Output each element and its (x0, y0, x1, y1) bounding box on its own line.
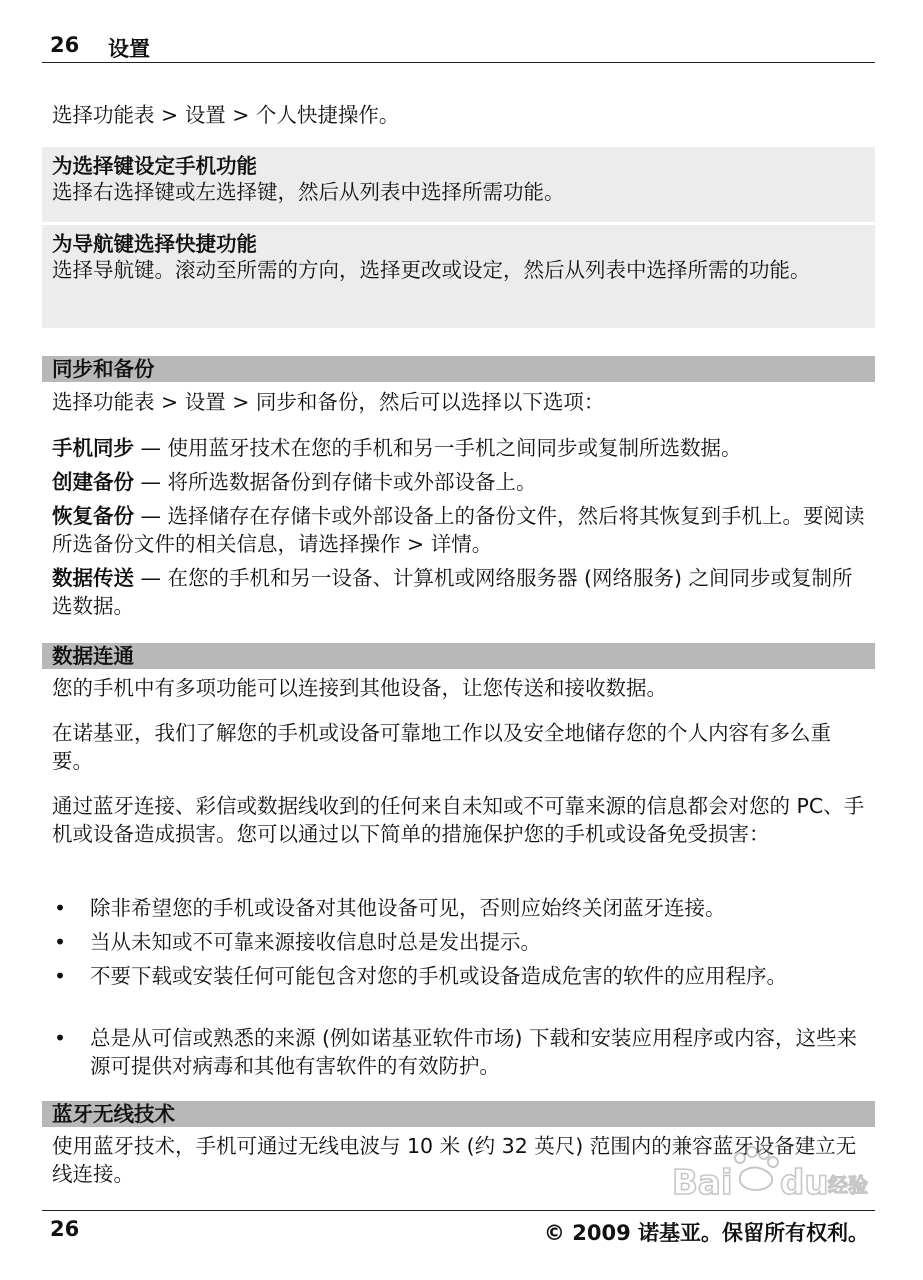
tip-box-selection-keys (42, 147, 875, 222)
section-title: 蓝牙无线技术 (52, 1102, 175, 1126)
section-bar-bluetooth (42, 1101, 875, 1127)
connectivity-paragraph: 您的手机中有多项功能可以连接到其他设备，让您传送和接收数据。 (52, 676, 667, 700)
connectivity-paragraph: 通过蓝牙连接、彩信或数据线收到的任何来自未知或不可靠来源的信息都会对您的 PC、手机或设备造成损害。您可以通过以下简单的措施保护您的手机或设备免受损害： (52, 794, 865, 846)
sync-intro: 选择功能表 > 设置 > 同步和备份，然后可以选择以下选项： (52, 390, 605, 414)
list-item-text: 除非希望您的手机或设备对其他设备可见，否则应始终关闭蓝牙连接。 (90, 896, 726, 920)
page-footer (42, 1210, 875, 1251)
path-intro: 选择功能表 > 设置 > 个人快捷操作。 (52, 103, 400, 127)
connectivity-paragraph: 在诺基亚，我们了解您的手机或设备可靠地工作以及安全地储存您的个人内容有多么重要。 (52, 721, 831, 773)
option-desc: — 在您的手机和另一设备、计算机或网络服务器 (网络服务) 之间同步或复制所选数据。 (52, 566, 853, 618)
sync-option (52, 434, 865, 462)
option-desc: — 使用蓝牙技术在您的手机和另一手机之间同步或复制所选数据。 (134, 436, 742, 460)
list-item-text: 不要下载或安装任何可能包含对您的手机或设备造成危害的软件的应用程序。 (90, 964, 787, 988)
list-item-text: 总是从可信或熟悉的来源 (例如诺基亚软件市场) 下载和安装应用程序或内容，这些来源可提供对病毒和其他有害软件的有效防护。 (90, 1026, 858, 1078)
sync-option (52, 468, 865, 496)
option-term: 手机同步 (52, 436, 134, 460)
bullet-icon: • (54, 930, 67, 954)
footer-page-number: 26 (50, 1217, 80, 1241)
tip-box-text: 选择导航键。滚动至所需的方向，选择更改或设定，然后从列表中选择所需的功能。 (52, 258, 811, 282)
svg-text:Bai: Bai (672, 1163, 733, 1203)
bullet-icon: • (54, 896, 67, 920)
list-item-text: 当从未知或不可靠来源接收信息时总是发出提示。 (90, 930, 541, 954)
section-title: 数据连通 (52, 644, 134, 668)
tip-box-heading: 为导航键选择快捷功能 (52, 232, 257, 256)
section-title: 同步和备份 (52, 357, 155, 381)
option-desc: — 选择储存在存储卡或外部设备上的备份文件，然后将其恢复到手机上。要阅读所选备份文件的相关信息，请选择操作 > 详情。 (52, 504, 865, 556)
tip-box-text: 选择右选择键或左选择键，然后从列表中选择所需功能。 (52, 180, 565, 204)
baidu-watermark-logo (668, 1142, 868, 1208)
option-term: 数据传送 (52, 566, 134, 590)
sync-option (52, 564, 865, 620)
svg-text:经验: 经验 (828, 1173, 868, 1197)
svg-text:du: du (780, 1163, 829, 1203)
header-title: 设置 (108, 37, 150, 61)
option-term: 恢复备份 (52, 504, 134, 528)
footer-copyright: © 2009 诺基亚。保留所有权利。 (543, 1221, 869, 1245)
header-page-number: 26 (50, 33, 80, 57)
bullet-icon: • (54, 964, 67, 988)
section-bar-connectivity (42, 643, 875, 669)
sync-option (52, 502, 865, 558)
bluetooth-paragraph: 使用蓝牙技术，手机可通过无线电波与 10 米 (约 32 英尺) 范围内的兼容蓝牙设备建立无线连接。 (52, 1134, 857, 1186)
tip-box-navigation-key (42, 225, 875, 328)
bullet-icon: • (54, 1026, 67, 1050)
option-term: 创建备份 (52, 470, 134, 494)
option-desc: — 将所选数据备份到存储卡或外部设备上。 (134, 470, 537, 494)
section-bar-sync (42, 356, 875, 382)
page-header (42, 28, 875, 63)
tip-box-heading: 为选择键设定手机功能 (52, 154, 257, 178)
